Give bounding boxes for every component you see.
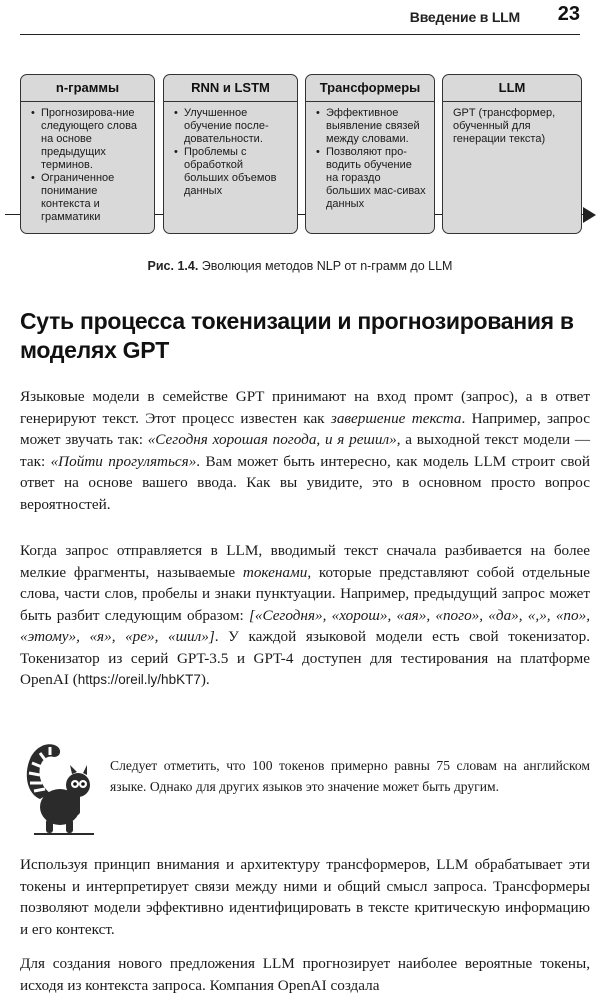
tokenizer-link[interactable]: https://oreil.ly/hbKT7 [77,672,201,687]
timeline-arrow-icon [583,207,596,223]
stage-bullet: • Эффективное выявление связей между словами. [326,107,426,146]
example-output: «Пойти прогуляться» [50,452,197,470]
stage-title: Трансформеры [306,75,434,102]
lemur-note-icon [20,737,98,835]
text-run: . Вам может быть интересно, как модель LLM строит свой ответ на основе вашего ввода. Как вы увидите, это в основном просто вопрос вероятностей. [20,452,590,513]
stage-title: RNN и LSTM [164,75,297,102]
text-run: , которые представляют собой отдельные слова, части слов, пробелы и знаки пунктуации. Например, предыдущий запрос может быть разбит следующим образом: [20,563,590,624]
stage-llm [442,74,582,234]
text-run: . У каждой языковой модели есть свой токенизатор. Токенизатор из серий GPT-3.5 и GPT-4 доступен для тестирования на платформе OpenAI ( [20,628,590,688]
stage-bullet: • Ограниченное понимание контекста и грамматики [41,172,146,224]
text-run: , а выходной текст модели — так: [20,431,591,470]
figure-caption [0,259,600,273]
section-heading: Суть процесса токенизации и прогнозирования в моделях GPT [20,308,574,363]
stage-rnn-lstm [163,74,298,234]
stage-title: LLM [443,75,581,102]
paragraph-2 [20,540,590,691]
paragraph-4: Для создания нового предложения LLM прогнозирует наиболее вероятные токены, исходя из контекста запроса. Компания OpenAI создала [20,955,590,994]
stage-transformers [305,74,435,234]
paragraph-3: Используя принцип внимания и архитектуру трансформеров, LLM обрабатывает эти токены и интерпретирует связи между ними и общий смысл запроса. Трансформеры позволяют модели эффективно идентифицировать в тексте критическую информацию и его контекст. [20,856,590,938]
text-run: Языковые модели в семействе GPT принимают на вход промт (запрос), а в ответ генерируют текст. Этот процесс известен как [20,388,590,427]
stage-title: n-граммы [21,75,154,102]
note-text: Следует отметить, что 100 токенов примерно равны 75 словам на английском языке. Однако для других языков это значение может быть другим. [110,758,590,794]
stage-bullet: • Улучшенное обучение после-довательности. [184,107,289,146]
stage-ngrams [20,74,155,234]
page-number: 23 [557,3,580,25]
caption-label: Рис. 1.4. [147,259,199,273]
text-run: Когда запрос отправляется в LLM, вводимый текст сначала разбивается на более мелкие фрагменты, называемые [20,542,590,581]
text-run: . Например, запрос может звучать так: [20,409,590,448]
emphasis-term: токенами [242,563,308,581]
paragraph-1 [20,386,590,515]
example-prompt: «Сегодня хорошая погода, и я решил» [147,431,397,448]
stage-bullet: • Прогнозирова-ние следующего слова на основе предыдущих терминов. [41,107,146,172]
stage-text: GPT (трансформер, обученный для генерации текста) [453,107,556,145]
token-list: [«Сегодня», «хорош», «ая», «пого», «да», «,», «по», «этому», «я», «ре», «шил»] [20,606,590,645]
stage-bullet: • Проблемы с обработкой больших объемов данных [184,146,289,198]
running-header [20,0,580,35]
caption-text: Эволюция методов NLP от n-грамм до LLM [198,259,453,273]
running-title: Введение в LLM [409,9,520,25]
stage-bullet: • Позволяют про-водить обучение на гораздо больших мас-сивах данных [326,146,426,211]
evolution-figure [0,60,600,260]
emphasis-term: завершение текста [330,409,462,427]
text-run: ). [200,671,210,688]
